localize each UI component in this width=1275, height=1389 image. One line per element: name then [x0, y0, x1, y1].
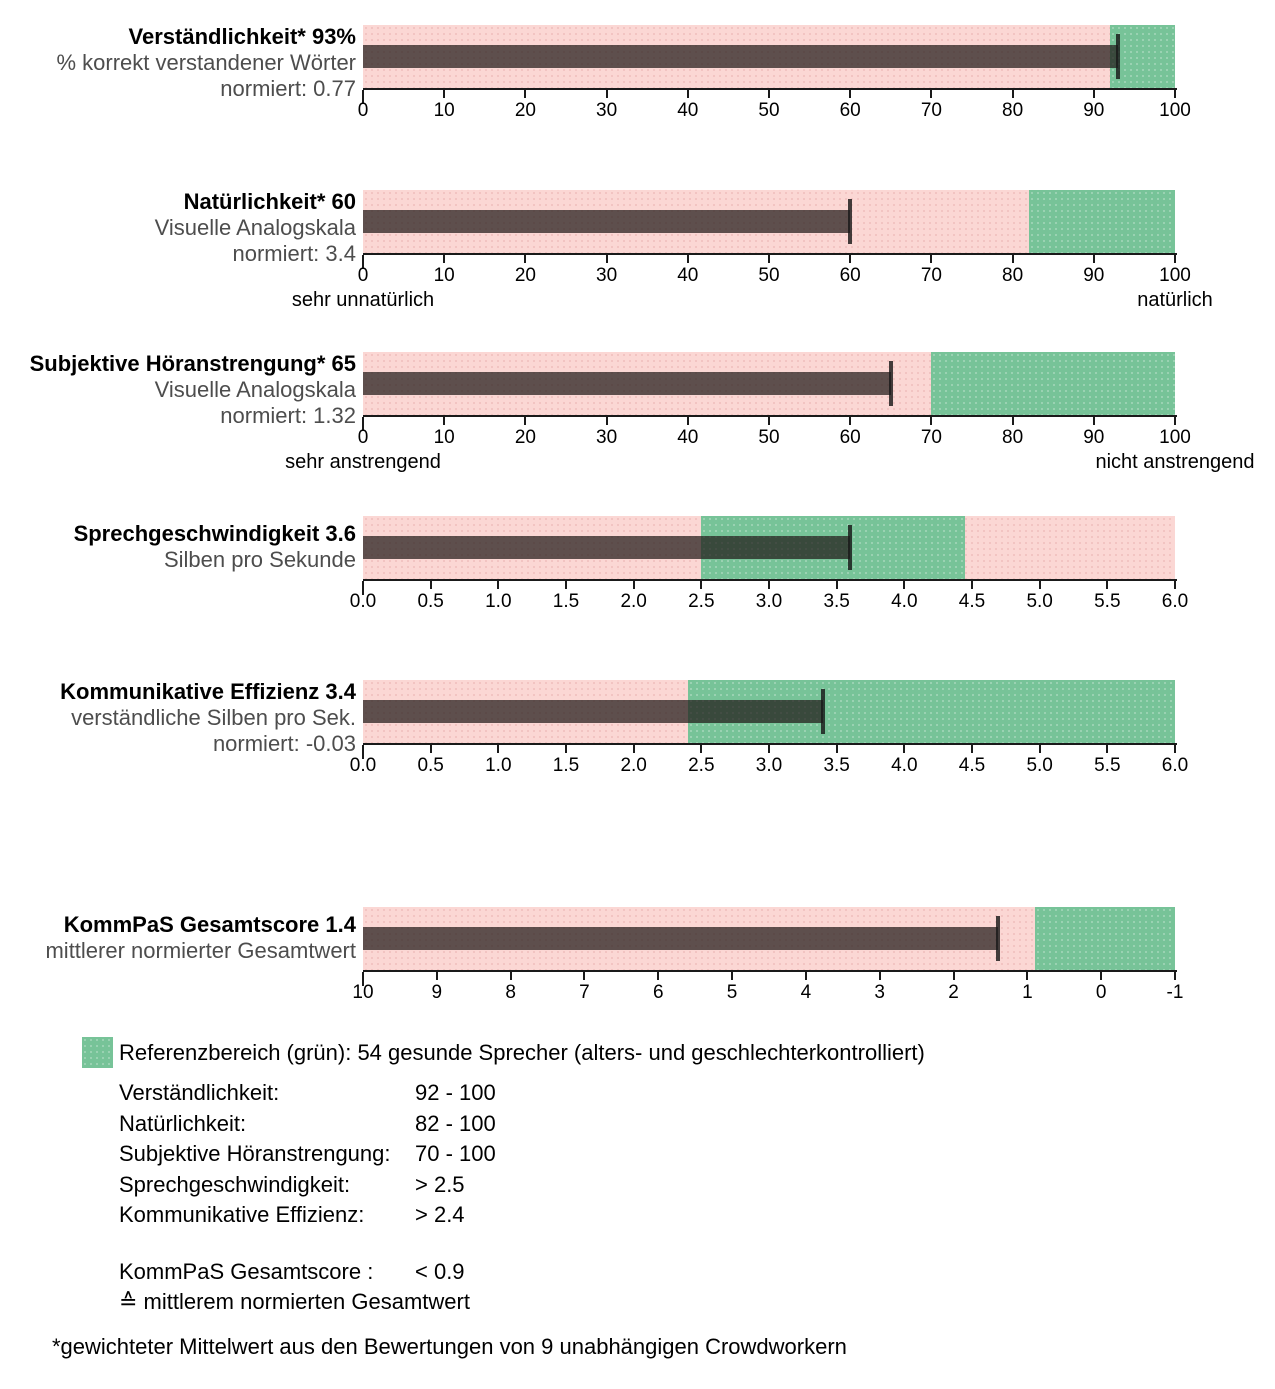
axis-tick	[1106, 581, 1108, 589]
legend-title: Referenzbereich (grün): 54 gesunde Sprecher (alters- und geschlechterkontrolliert)	[119, 1040, 925, 1065]
value-bar	[363, 372, 891, 395]
axis-tick	[930, 255, 932, 263]
axis-tick-label: 10	[433, 427, 455, 448]
axis-tick	[443, 90, 445, 98]
axis-tick-label: 0	[357, 265, 369, 286]
axis-tick-label: 6	[652, 982, 664, 1003]
axis-tick	[524, 255, 526, 263]
axis-tick-label: 4.0	[891, 591, 918, 612]
axis-tick-label: 70	[920, 265, 942, 286]
axis-tick-label: 40	[677, 100, 699, 121]
axis-tick	[971, 745, 973, 753]
axis-tick-label: 0.5	[417, 591, 444, 612]
axis-tick	[687, 417, 689, 425]
plot-band	[363, 907, 1175, 970]
axis-tick-label: 0	[1095, 982, 1107, 1003]
axis-tick-label: 2.0	[620, 591, 647, 612]
axis-tick	[1100, 972, 1102, 980]
axis-tick-label: 2.0	[620, 755, 647, 776]
axis-tick-label: 4.5	[958, 591, 986, 612]
legend-item-value: 82 - 100	[415, 1110, 496, 1136]
error-bar	[821, 689, 825, 734]
chart-label-block	[0, 912, 356, 964]
chart-subtitle: normiert: 3.4	[232, 241, 356, 266]
axis-tick	[436, 972, 438, 980]
axis-tick-label: 10	[433, 265, 455, 286]
reference-region	[1035, 907, 1175, 970]
axis-tick	[930, 417, 932, 425]
axis-tick-label: 20	[514, 427, 536, 448]
axis-tick-label: 100	[1159, 265, 1191, 286]
axis-tick	[903, 745, 905, 753]
axis-tick	[836, 745, 838, 753]
axis-tick-label: 100	[1159, 100, 1191, 121]
error-bar	[1116, 34, 1120, 79]
axis-tick	[1174, 417, 1176, 425]
legend-row	[119, 1078, 1222, 1109]
chart-label-block	[0, 679, 356, 757]
error-bar	[848, 199, 852, 244]
axis-tick	[443, 255, 445, 263]
axis-tick-label: 40	[677, 427, 699, 448]
axis-tick-label: 3.5	[823, 755, 850, 776]
chart-label-block	[0, 24, 356, 102]
axis-tick	[497, 581, 499, 589]
axis-tick	[1174, 745, 1176, 753]
axis-tick	[953, 972, 955, 980]
axis-tick	[524, 417, 526, 425]
plot-band	[363, 190, 1175, 253]
axis-tick	[1026, 972, 1028, 980]
chart-label-block	[0, 521, 356, 573]
chart-subtitle: normiert: 1.32	[220, 403, 356, 428]
chart-title: KommPaS Gesamtscore 1.4	[63, 912, 356, 937]
value-bar	[363, 927, 998, 950]
legend-total-label: KommPaS Gesamtscore :	[119, 1258, 374, 1284]
axis-tick	[1174, 90, 1176, 98]
legend-row	[119, 1109, 1222, 1140]
chart-title: Natürlichkeit* 60	[183, 189, 356, 214]
x-axis-line	[363, 415, 1177, 417]
axis-tick-label: 3	[874, 982, 886, 1003]
axis-end-label-left: sehr unnatürlich	[291, 289, 435, 311]
reference-legend	[82, 1036, 1222, 1318]
axis-tick	[1093, 90, 1095, 98]
chart-label-block	[0, 351, 356, 429]
axis-tick	[430, 581, 432, 589]
chart-subtitle: Silben pro Sekunde	[163, 547, 356, 572]
chart-subtitle: % korrekt verstandener Wörter	[56, 50, 356, 75]
axis-tick	[497, 745, 499, 753]
axis-tick	[1012, 255, 1014, 263]
axis-tick-label: 9	[431, 982, 443, 1003]
legend-item-value: > 2.4	[415, 1202, 465, 1227]
axis-tick-label: 0	[357, 427, 369, 448]
axis-tick	[657, 972, 659, 980]
axis-tick-label: 3.5	[823, 591, 850, 612]
axis-tick-label: 60	[839, 100, 861, 121]
axis-tick-label: 60	[839, 427, 861, 448]
reference-region	[1029, 190, 1175, 253]
chart-title: Kommunikative Effizienz 3.4	[60, 679, 356, 704]
axis-tick-label: 50	[758, 427, 780, 448]
axis-tick-label: 2.5	[688, 755, 715, 776]
plot-band	[363, 516, 1175, 579]
axis-tick-label: 50	[758, 265, 780, 286]
axis-tick-label: 5.5	[1094, 591, 1121, 612]
axis-tick	[1012, 417, 1014, 425]
axis-tick-label: 70	[920, 427, 942, 448]
axis-tick	[849, 90, 851, 98]
axis-tick-label: 7	[579, 982, 590, 1003]
chart-subtitle: Visuelle Analogskala	[154, 215, 356, 240]
error-bar	[889, 361, 893, 406]
axis-tick	[1039, 581, 1041, 589]
axis-tick	[1174, 581, 1176, 589]
axis-tick-label: 30	[596, 100, 618, 121]
axis-tick	[768, 90, 770, 98]
axis-tick-label: 5.5	[1094, 755, 1121, 776]
legend-total-value: < 0.9	[415, 1258, 465, 1284]
axis-tick-label: 5.0	[1026, 591, 1053, 612]
axis-tick-label: 80	[1002, 100, 1024, 121]
chart-subtitle: normiert: 0.77	[220, 76, 356, 101]
legend-item-label: Verständlichkeit:	[119, 1080, 280, 1105]
axis-tick-label: 1.5	[552, 755, 580, 776]
legend-item-label: Subjektive Höranstrengung:	[119, 1141, 391, 1166]
reference-region	[931, 352, 1175, 415]
axis-tick-label: 1.0	[485, 591, 512, 612]
legend-item-value: 92 - 100	[415, 1080, 496, 1105]
axis-tick-label: 10	[433, 100, 455, 121]
axis-tick-label: 4.5	[958, 755, 986, 776]
axis-tick-label: 80	[1002, 265, 1024, 286]
axis-tick	[633, 581, 635, 589]
axis-tick	[930, 90, 932, 98]
axis-tick	[687, 255, 689, 263]
axis-tick	[849, 255, 851, 263]
legend-item-label: Natürlichkeit:	[119, 1110, 247, 1136]
axis-tick	[687, 90, 689, 98]
value-bar	[363, 700, 823, 723]
axis-tick	[510, 972, 512, 980]
value-bar	[363, 210, 850, 233]
axis-tick-label: 100	[1159, 427, 1191, 448]
axis-tick	[606, 255, 608, 263]
axis-tick-label: 4	[800, 982, 812, 1003]
axis-tick	[768, 255, 770, 263]
axis-tick	[1093, 417, 1095, 425]
chart-title: Subjektive Höranstrengung* 65	[29, 351, 356, 376]
x-axis-line	[363, 253, 1177, 255]
legend-row-total	[119, 1257, 1222, 1288]
axis-tick	[700, 745, 702, 753]
axis-tick	[849, 417, 851, 425]
x-axis-line	[363, 743, 1177, 745]
plot-band	[363, 680, 1175, 743]
axis-tick-label: 2	[948, 982, 959, 1003]
axis-tick-label: 0.0	[349, 755, 377, 776]
axis-tick-label: 8	[505, 982, 516, 1003]
value-bar	[363, 45, 1118, 68]
axis-tick-label: 10	[352, 982, 374, 1003]
axis-tick	[768, 417, 770, 425]
axis-tick	[565, 745, 567, 753]
chart-label-block	[0, 189, 356, 267]
axis-tick	[700, 581, 702, 589]
axis-tick-label: 0.5	[417, 755, 444, 776]
legend-table	[119, 1078, 1222, 1318]
error-bar	[848, 525, 852, 570]
axis-tick	[1174, 255, 1176, 263]
axis-tick-label: 1.5	[552, 591, 580, 612]
axis-tick	[768, 745, 770, 753]
axis-tick-label: 1.0	[485, 755, 512, 776]
axis-tick	[606, 417, 608, 425]
axis-tick-label: 60	[839, 265, 861, 286]
axis-tick-label: 6.0	[1161, 755, 1189, 776]
axis-tick-label: 20	[514, 100, 536, 121]
legend-row	[119, 1139, 1222, 1170]
axis-tick	[1174, 972, 1176, 980]
axis-tick	[768, 581, 770, 589]
x-axis-line	[363, 970, 1177, 972]
legend-title-row	[82, 1036, 1222, 1068]
axis-tick-label: 2.5	[688, 591, 715, 612]
axis-tick-label: 0	[357, 100, 369, 121]
axis-tick-label: 80	[1002, 427, 1024, 448]
axis-tick-label: 30	[596, 265, 618, 286]
axis-tick-label: 6.0	[1161, 591, 1189, 612]
axis-tick	[903, 581, 905, 589]
axis-tick-label: 90	[1083, 265, 1105, 286]
chart-title: Verständlichkeit* 93%	[128, 24, 356, 49]
axis-tick-label: 90	[1083, 100, 1105, 121]
axis-tick	[1093, 255, 1095, 263]
axis-end-label-right: nicht anstrengend	[1095, 451, 1255, 473]
footnote: *gewichteter Mittelwert aus den Bewertungen von 9 unabhängigen Crowdworkern	[52, 1334, 847, 1359]
axis-tick-label: 30	[596, 427, 618, 448]
axis-tick-label: 0.0	[349, 591, 377, 612]
axis-tick	[524, 90, 526, 98]
legend-item-value: 70 - 100	[415, 1141, 496, 1166]
axis-tick-label: 50	[758, 100, 780, 121]
legend-items	[119, 1078, 1222, 1231]
axis-tick	[583, 972, 585, 980]
axis-tick-label: 5	[726, 982, 738, 1003]
chart-subtitle: Visuelle Analogskala	[154, 377, 356, 402]
axis-tick	[731, 972, 733, 980]
legend-row	[119, 1200, 1222, 1231]
axis-tick	[1106, 745, 1108, 753]
legend-row	[119, 1170, 1222, 1201]
axis-tick	[805, 972, 807, 980]
axis-tick-label: -1	[1166, 982, 1184, 1003]
chart-subtitle: mittlerer normierter Gesamtwert	[45, 938, 356, 963]
axis-tick-label: 3.0	[755, 591, 783, 612]
axis-tick-label: 70	[920, 100, 942, 121]
axis-tick	[971, 581, 973, 589]
axis-tick	[565, 581, 567, 589]
axis-tick	[430, 745, 432, 753]
legend-gap	[119, 1231, 1222, 1257]
x-axis-line	[363, 88, 1177, 90]
axis-end-label-right: natürlich	[1137, 289, 1213, 311]
axis-tick	[836, 581, 838, 589]
legend-total-note: ≙ mittlerem normierten Gesamtwert	[119, 1289, 470, 1314]
axis-tick	[443, 417, 445, 425]
value-bar	[363, 536, 850, 559]
axis-tick-label: 40	[677, 265, 699, 286]
axis-tick	[633, 745, 635, 753]
legend-item-label: Kommunikative Effizienz:	[119, 1202, 365, 1227]
chart-subtitle: verständliche Silben pro Sek.	[71, 705, 356, 730]
reference-green-swatch-icon	[82, 1037, 113, 1068]
axis-tick-label: 4.0	[891, 755, 918, 776]
legend-item-value: > 2.5	[415, 1171, 465, 1197]
axis-tick-label: 3.0	[755, 755, 783, 776]
error-bar	[996, 916, 1000, 961]
plot-band	[363, 352, 1175, 415]
axis-tick	[879, 972, 881, 980]
axis-tick-label: 20	[514, 265, 536, 286]
axis-tick-label: 5.0	[1026, 755, 1053, 776]
x-axis-line	[363, 579, 1177, 581]
axis-tick-label: 90	[1083, 427, 1105, 448]
axis-tick	[1039, 745, 1041, 753]
chart-subtitle: normiert: -0.03	[212, 731, 356, 756]
legend-item-label: Sprechgeschwindigkeit:	[119, 1171, 351, 1197]
chart-title: Sprechgeschwindigkeit 3.6	[73, 521, 356, 546]
axis-tick	[1012, 90, 1014, 98]
axis-end-label-left: sehr anstrengend	[285, 451, 441, 473]
plot-band	[363, 25, 1175, 88]
axis-tick	[606, 90, 608, 98]
axis-tick-label: 1	[1022, 982, 1033, 1003]
